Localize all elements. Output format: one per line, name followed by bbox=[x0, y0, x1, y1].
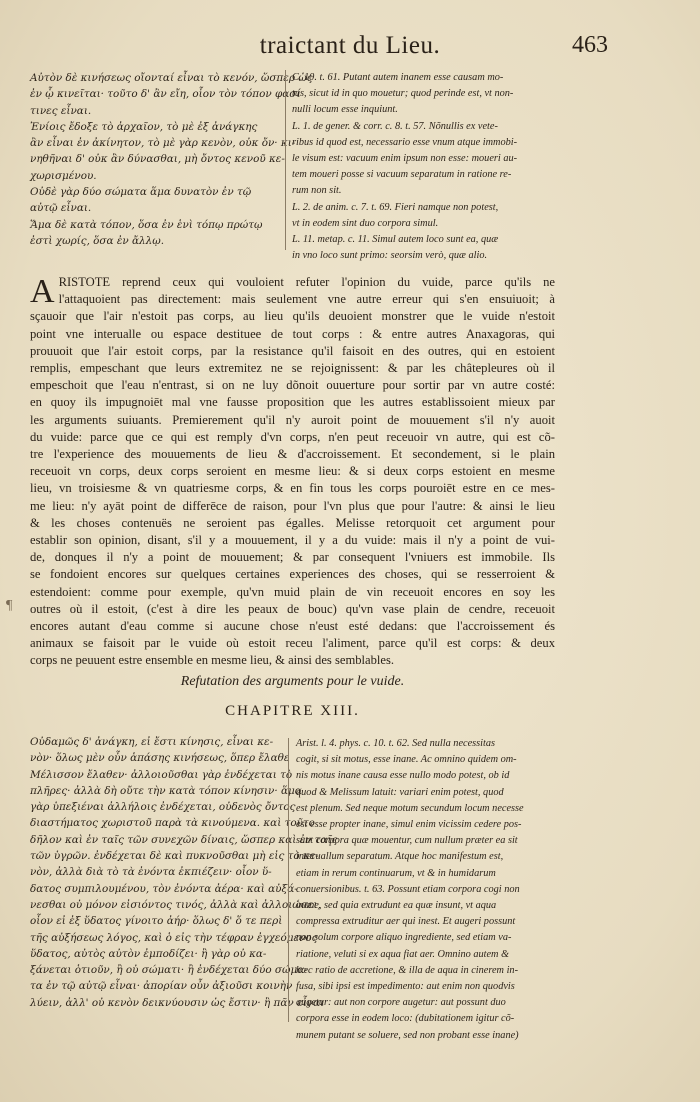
latin-line: sunt corpora quæ mouentur, cum nullum præter ea sit bbox=[296, 835, 518, 847]
french-line: se fondoient encores sur quelques certaines experiences des choses, qui se resserroient & bbox=[30, 567, 555, 582]
french-line: sçauoir que l'air n'estoit pas corps, au lieu qu'ils deuoient monstrer que le vuide n'estoit bbox=[30, 309, 555, 324]
page-number: 463 bbox=[572, 32, 608, 58]
greek-line: ὕδατος, αὐτὸς αὐτὸν ἐμποδίζει· ἢ γὰρ οὐ κα- bbox=[30, 947, 267, 960]
greek-line: Ἐνίοις ἔδοξε τὸ ἀρχαῖον, τὸ μὲ ἐξ ἀνάγκης bbox=[30, 120, 258, 133]
greek-line: νεσθαι οὐ μόνον εἰσιόντος τινός, ἀλλὰ καὶ ἀλλοιώσει, bbox=[30, 898, 321, 911]
greek-line: δατος συμπιλουμένου, τὸν ἐνόντα ἀέρα· καὶ αὐξά- bbox=[30, 882, 298, 895]
greek-line: οἷον εἰ ἐξ ὕδατος γίνοιτο ἀήρ· ὅλως δ' ὅ τε περὶ bbox=[30, 915, 283, 928]
greek-line: ἐστὶ χωρίς, ὅσα ἐν ἄλλῳ. bbox=[30, 234, 164, 247]
latin-line: L. 1. de gener. & corr. c. 8. t. 57. Nõnullis ex vete- bbox=[292, 120, 498, 132]
french-line: outres où il estoit, (c'est à dire les peaux de bouc) qu'vn vase plain de cendre, receuoit bbox=[30, 601, 555, 616]
french-line: lieu, vn troisiesme & vn quatriesme corps, & en fin tous les corps pouroiēt estre en ce mes- bbox=[30, 481, 555, 496]
greek-line: αὐτῷ εἶναι. bbox=[30, 202, 92, 215]
running-head: traictant du Lieu. bbox=[259, 32, 441, 59]
french-line: tre l'experience des mouuements de lieu & d'accroissement. Et secondement, si le plain bbox=[30, 447, 555, 462]
greek-line: δῆλον καὶ ἐν ταῖς τῶν συνεχῶν δίναις, ὥσπερ καὶ ἐν ταῖς bbox=[30, 833, 338, 846]
greek-line: τινες εἶναι. bbox=[30, 104, 92, 117]
latin-line: hæc ratio de accretione, & illa de aqua in cinerem in- bbox=[296, 964, 519, 976]
latin-line: compressa extruditur aer qui inest. Et augeri possunt bbox=[296, 916, 516, 928]
drop-cap: A bbox=[30, 273, 55, 310]
greek-line: τῆς αὐξήσεως λόγος, καὶ ὁ εἰς τὴν τέφραν ἐγχεόμενος bbox=[30, 931, 318, 944]
french-line: RISTOTE reprend ceux qui vouloient refuter l'opinion du vuide, parce qu'ils ne bbox=[58, 275, 555, 289]
latin-line: riatione, veluti si ex aqua fiat aer. Omnino autem & bbox=[296, 948, 510, 960]
french-line: remplis, empeschant que leurs extremitez ne se rejoignissent: & par les châtepleures où il bbox=[30, 361, 555, 376]
latin-line: non solum corpore aliquo ingrediente, sed etiam va- bbox=[296, 932, 512, 944]
latin-line: corpora esse in eodem loco: (dubitationem igitur cõ- bbox=[296, 1013, 515, 1025]
french-line: & les choses contenuës ne seroient pas égalles. Melisse retorquoit cet argument pour bbox=[30, 515, 555, 530]
latin-line: cogit, si sit motus, esse inane. Ac omnino quidem om- bbox=[296, 754, 517, 766]
french-line: corps ne peuuent estre ensemble en mesme lieu, & ainsi des semblables. bbox=[30, 653, 395, 668]
french-line: les arguments suiuants. Premierement qu'il n'y auroit point de mouuement s'il n'y auoit bbox=[30, 412, 555, 427]
latin-line: tus, sicut id in quo mouetur; quod perinde est, vt non- bbox=[292, 88, 514, 100]
greek-line: πλῆρες· ἀλλὰ δὴ οὔτε τὴν κατὰ τόπον κίνησιν· ἅμα bbox=[30, 784, 302, 797]
latin-line: tem moueri posse si vacuum separatum in ratione re- bbox=[292, 169, 512, 181]
latin-line: inane, sed quia extrudunt ea quæ insunt, vt aqua bbox=[296, 900, 497, 912]
greek-line: τα ἐν τῷ αὐτῷ εἶναι· ἀπορίαν οὖν ἀξιοῦσι κοινὴν bbox=[30, 980, 293, 993]
latin-line: ribus id quod est, necessario esse vnum atque immobi- bbox=[292, 136, 518, 148]
latin-line: in vno loco sunt primo: seorsim verò, quæ alio. bbox=[292, 250, 488, 262]
french-commentary bbox=[30, 274, 555, 670]
latin-line: fusa, sibi ipsi est impedimento: aut enim non quodvis bbox=[296, 981, 515, 993]
french-line: du vuide: parce que ce qui est remply d'vn corps, n'en peut receuoir vn autre, qui est cõ- bbox=[30, 429, 555, 444]
greek-line: διαστήματος χωριστοῦ παρὰ τὰ κινούμενα. καὶ τοῦτο bbox=[30, 817, 315, 830]
latin-line: augetur: aut non corpore augetur: aut possunt duo bbox=[296, 997, 506, 1009]
latin-line: munem putant se soluere, sed non probant esse inane) bbox=[296, 1029, 519, 1041]
greek-line: λύειν, ἀλλ' οὐ κενὸν δεικνύουσιν ὡς ἔστιν· ἢ πᾶν εἶναι bbox=[30, 996, 325, 1009]
greek-line: ἐν ᾧ κινεῖται· τοῦτο δ' ἂν εἴη, οἷον τὸν τόπον φασί bbox=[30, 88, 301, 101]
greek-line: τῶν ὑγρῶν. ἐνδέχεται δὲ καὶ πυκνοῦσθαι μὴ εἰς τὸ κε- bbox=[30, 850, 319, 863]
french-line: establir son opinion, disant, s'il y a mouuement, il y a du vuide: mais il n'y a point de vui- bbox=[30, 533, 555, 548]
column-divider-bottom bbox=[288, 738, 289, 1022]
french-line: me lieu: n'y ayāt point de differēce de raison, pour l'vn plus que pour l'autre: & ainsi le lieu bbox=[30, 498, 555, 513]
latin-line: conuersionibus. t. 63. Possunt etiam corpora cogi non bbox=[296, 883, 520, 895]
latin-line: C. 10. t. 61. Putant autem inanem esse causam mo- bbox=[292, 72, 504, 83]
french-line: empeschoit que l'eau n'entrast, si on ne luy dõnoit ouuerture pour sortir par vn autre costé: bbox=[30, 378, 555, 393]
bottom-latin-translation bbox=[296, 736, 558, 1044]
latin-line: L. 2. de anim. c. 7. t. 69. Fieri namque non potest, bbox=[292, 201, 499, 213]
greek-line: χωρισμένου. bbox=[30, 169, 97, 182]
french-line: prouuoit que l'air estoit corps, par la resistance qu'il faisoit en des outres, qui en estoient bbox=[30, 343, 555, 358]
latin-line: est plenum. Sed neque motum secundum locum necesse bbox=[296, 802, 524, 814]
column-divider-top bbox=[285, 70, 286, 250]
top-latin-citations bbox=[292, 70, 554, 264]
latin-line: L. 11. metap. c. 11. Simul autem loco sunt ea, quæ bbox=[292, 234, 499, 246]
greek-line: νὸν· ὅλως μὲν οὖν ἁπάσης κινήσεως, ὅπερ ἔλαθε bbox=[30, 752, 290, 765]
french-line: en quoy ils impugnoiēt mal vne fausse proposition que les autres establissoient mieux par bbox=[30, 395, 555, 410]
top-greek-citations bbox=[30, 70, 313, 249]
greek-line: ἂν εἶναι ἐν ἀκίνητον, τὸ μὲ γὰρ κενὸν, οὐκ ὄν· κι- bbox=[30, 137, 296, 150]
french-line: animaux se faisoit par le vuide où estoit receu l'aliment, parce qu'il est corps: & deux bbox=[30, 636, 555, 651]
greek-line: Μέλισσον ἔλαθεν· ἀλλοιοῦσθαι γὰρ ἐνδέχεται τὸ bbox=[30, 768, 293, 781]
french-line: de, donques il n'y a point de mouuement; & par consequent l'vniuers est immobile. Ils bbox=[30, 550, 555, 565]
latin-line: interuallum separatum. Atque hoc manifestum est, bbox=[296, 851, 504, 863]
greek-line: ξάνεται ὁτιοῦν, ἢ οὐ σώματι· ἢ ἐνδέχεται δύο σώμα- bbox=[30, 964, 308, 977]
latin-line: rum non sit. bbox=[292, 185, 342, 197]
chapter-title: CHAPITRE XIII. bbox=[225, 703, 360, 719]
latin-line: Arist. l. 4. phys. c. 10. t. 62. Sed nulla necessitas bbox=[296, 738, 496, 749]
latin-line: quod & Melissum latuit: variari enim potest, quod bbox=[296, 786, 504, 798]
latin-line: est esse propter inane, simul enim vicissim cedere pos- bbox=[296, 819, 522, 831]
greek-line: Οὐδὲ γὰρ δύο σώματα ἅμα δυνατὸν ἐν τῷ bbox=[30, 186, 252, 199]
greek-line: Ἅμα δὲ κατὰ τόπον, ὅσα ἐν ἑνὶ τόπῳ πρώτῳ bbox=[30, 218, 263, 231]
bottom-greek-text bbox=[30, 734, 338, 1011]
greek-line: γὰρ ὑπεξιέναι ἀλλήλοις ἐνδέχεται, οὐδενὸς ὄντος bbox=[30, 801, 296, 814]
latin-line: le visum est: vacuum enim ipsum non esse: moueri au- bbox=[292, 153, 518, 165]
latin-line: nis motus inane causa esse nullo modo potest, ob id bbox=[296, 770, 510, 782]
greek-line: νὸν, ἀλλὰ διὰ τὸ τὰ ἐνόντα ἐκπιέζειν· οἷον ὕ- bbox=[30, 866, 272, 879]
french-line: point vne interualle ou espace destituee de tout corps : & entre autres Anaxagoras, qui bbox=[30, 326, 555, 341]
french-line: receuoit vn corps, deux corps seroient en mesme lieu: & si deux corps estoient en mesme bbox=[30, 464, 555, 479]
french-line: l'attaquoient pas directement: mais seulement vne autre erreur qui s'en ensuiuoit; à bbox=[58, 292, 555, 307]
greek-line: Αὐτὸν δὲ κινήσεως οἴονταί εἶναι τὸ κενόν, ὥσπερ ὡς bbox=[30, 72, 313, 84]
french-line: encores autant d'eau comme si aucune chose n'eust esté dedans: que l'accroissement és bbox=[30, 619, 555, 634]
margin-mark: ¶ bbox=[6, 598, 13, 613]
greek-line: Οὐδαμῶς δ' ἀνάγκη, εἰ ἔστι κίνησις, εἶναι κε- bbox=[30, 736, 274, 748]
latin-line: vt in eodem sint duo corpora simul. bbox=[292, 217, 439, 229]
latin-line: nulli locum esse inquiunt. bbox=[292, 104, 398, 116]
latin-line: etiam in rerum continuarum, vt & in humidarum bbox=[296, 867, 496, 879]
greek-line: νηθῆναι δ' οὐκ ἂν δύνασθαι, μὴ ὄντος κενοῦ κε- bbox=[30, 153, 285, 166]
section-title: Refutation des arguments pour le vuide. bbox=[180, 674, 405, 689]
french-line: estendoient: comme pour exemple, qu'vn muid plain de vin receuoit encores en soy les bbox=[30, 584, 555, 599]
